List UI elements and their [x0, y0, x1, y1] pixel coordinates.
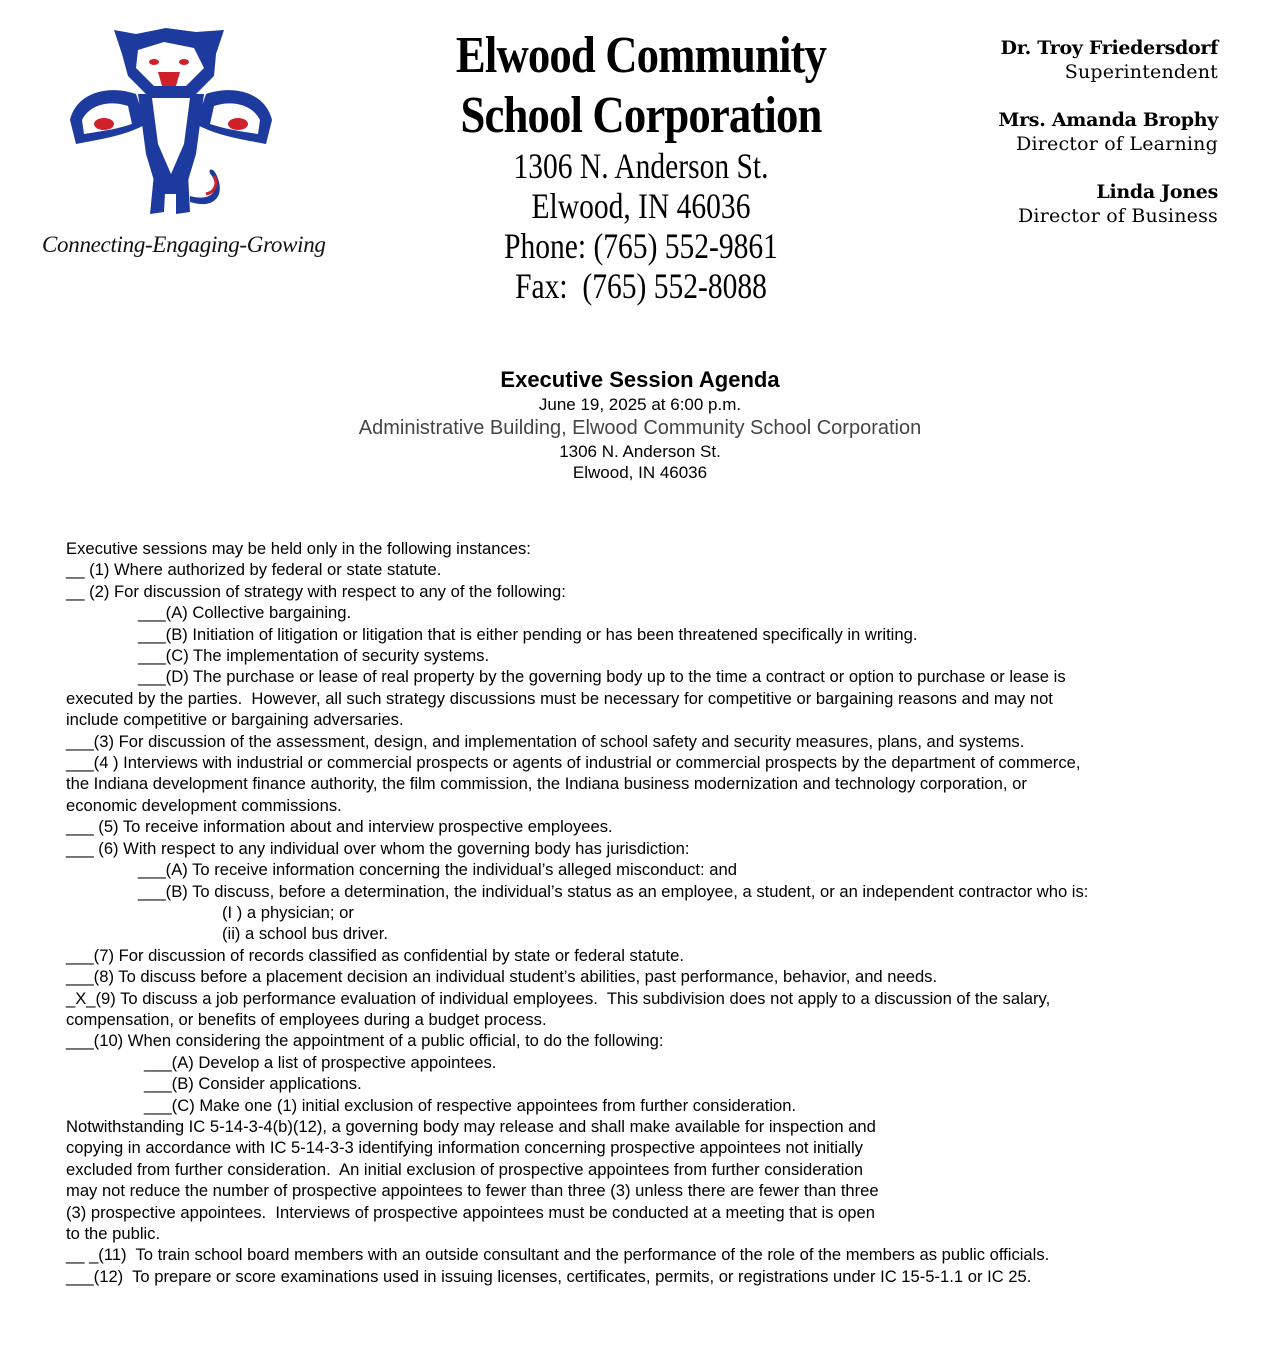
- agenda-location: Administrative Building, Elwood Community School Corporation: [358, 417, 922, 439]
- staff-name: Dr. Troy Friedersdorf: [1000, 37, 1218, 59]
- staff-name: Mrs. Amanda Brophy: [998, 109, 1218, 131]
- agenda-item-10: ___(10) When considering the appointment of a public official, to do the following:: [66, 1031, 664, 1051]
- agenda-item-5: ___ (5) To receive information about and interview prospective employees.: [66, 817, 613, 837]
- staff-entry-superintendent: [998, 36, 1218, 84]
- agenda-item-10c: ___(C) Make one (1) initial exclusion of respective appointees from further consideration.: [144, 1095, 797, 1115]
- intro-text: Executive sessions may be held only in the following instances:: [66, 539, 531, 558]
- notwithstanding-paragraph: to the public.: [66, 1224, 161, 1243]
- staff-entry-director-business: [998, 180, 1218, 228]
- agenda-datetime: June 19, 2025 at 6:00 p.m.: [538, 395, 742, 414]
- agenda-item-11: __ _(11) To train school board members with an outside consultant and the performance of the role of the members as public officials.: [66, 1245, 1050, 1265]
- org-name-line1: Elwood Community: [455, 27, 827, 84]
- staff-title: Superintendent: [1064, 61, 1218, 83]
- agenda-header: [0, 366, 1262, 483]
- agenda-item-4-cont: economic development commissions.: [66, 795, 342, 815]
- agenda-item-2d-cont: include competitive or bargaining adversaries.: [66, 710, 404, 730]
- staff-title: Director of Learning: [1016, 133, 1218, 155]
- notwithstanding-paragraph: may not reduce the number of prospective appointees to fewer than three (3) unless there are fewer than three: [66, 1181, 879, 1201]
- agenda-item-8: ___(8) To discuss before a placement decision an individual student’s abilities, past performance, behavior, and needs.: [66, 967, 938, 987]
- agenda-item-2d-cont: executed by the parties. However, all such strategy discussions must be necessary for competitive or bargaining reasons and may not: [66, 688, 1053, 708]
- agenda-item-2c: ___(C) The implementation of security systems.: [138, 646, 490, 666]
- agenda-item-6: ___ (6) With respect to any individual over whom the governing body has jurisdiction:: [66, 838, 690, 858]
- agenda-item-2: __ (2) For discussion of strategy with respect to any of the following:: [66, 581, 566, 601]
- agenda-item-4-cont: the Indiana development finance authority, the film commission, the Indiana business modernization and technology corporation, or: [66, 774, 1027, 794]
- letterhead-center: [400, 26, 882, 306]
- notwithstanding-paragraph: copying in accordance with IC 5-14-3-3 identifying information concerning prospective appointees not initially: [66, 1138, 863, 1158]
- staff-entry-director-learning: [998, 108, 1218, 156]
- fax-number: Fax: (765) 552-8088: [515, 266, 767, 306]
- agenda-item-4: ___(4 ) Interviews with industrial or commercial prospects or agents of industrial or commercial prospects by the department of commerce,: [66, 753, 1081, 773]
- phone-number: Phone: (765) 552-9861: [504, 226, 778, 266]
- letterhead-logo-block: [38, 24, 326, 257]
- tagline: Connecting-Engaging-Growing: [42, 232, 326, 257]
- agenda-title: Executive Session Agenda: [500, 367, 780, 392]
- agenda-item-1: __ (1) Where authorized by federal or state statute.: [66, 560, 442, 580]
- agenda-item-6b: ___(B) To discuss, before a determination, the individual’s status as an employee, a student, or an independent contractor who is:: [138, 881, 1089, 901]
- agenda-city: Elwood, IN 46036: [572, 463, 708, 482]
- notwithstanding-paragraph: excluded from further consideration. An initial exclusion of prospective appointees from further consideration: [66, 1159, 863, 1179]
- agenda-body: [66, 538, 1226, 1287]
- agenda-item-2d: ___(D) The purchase or lease of real property by the governing body up to the time a contract or option to purchase or lease is: [138, 667, 1066, 687]
- agenda-item-10a: ___(A) Develop a list of prospective appointees.: [144, 1052, 497, 1072]
- notwithstanding-paragraph: Notwithstanding IC 5-14-3-4(b)(12), a governing body may release and shall make available for inspection and: [66, 1116, 876, 1136]
- agenda-item-12: ___(12) To prepare or score examinations used in issuing licenses, certificates, permits, or registrations under IC 15-5-1.1 or IC 25.: [66, 1266, 1032, 1286]
- agenda-item-2a: ___(A) Collective bargaining.: [138, 603, 352, 623]
- org-name-line2: School Corporation: [460, 87, 822, 144]
- agenda-item-7: ___(7) For discussion of records classified as confidential by state or federal statute.: [66, 945, 684, 965]
- agenda-item-9-selected: _X_(9) To discuss a job performance evaluation of individual employees. This subdivision does not apply to a discussion of the salary,: [66, 988, 1051, 1008]
- agenda-item-6b-i: (I ) a physician; or: [222, 902, 354, 922]
- agenda-item-6b-ii: (ii) a school bus driver.: [222, 924, 389, 944]
- address-street: 1306 N. Anderson St.: [513, 146, 769, 186]
- agenda-item-9-cont: compensation, or benefits of employees during a budget process.: [66, 1009, 547, 1029]
- agenda-street: 1306 N. Anderson St.: [559, 442, 721, 461]
- agenda-item-10b: ___(B) Consider applications.: [144, 1074, 362, 1094]
- address-city: Elwood, IN 46036: [531, 186, 751, 226]
- staff-name: Linda Jones: [1096, 181, 1218, 203]
- agenda-item-3: ___(3) For discussion of the assessment, design, and implementation of school safety and security measures, plans, and systems.: [66, 731, 1025, 751]
- staff-directory: [998, 36, 1218, 252]
- staff-title: Director of Business: [1018, 205, 1218, 227]
- notwithstanding-paragraph: (3) prospective appointees. Interviews of prospective appointees must be conducted at a meeting that is open: [66, 1202, 875, 1222]
- panther-mascot-icon: [66, 24, 276, 220]
- agenda-item-6a: ___(A) To receive information concerning the individual’s alleged misconduct: and: [138, 860, 737, 880]
- agenda-item-2b: ___(B) Initiation of litigation or litigation that is either pending or has been threatened specifically in writing.: [138, 624, 918, 644]
